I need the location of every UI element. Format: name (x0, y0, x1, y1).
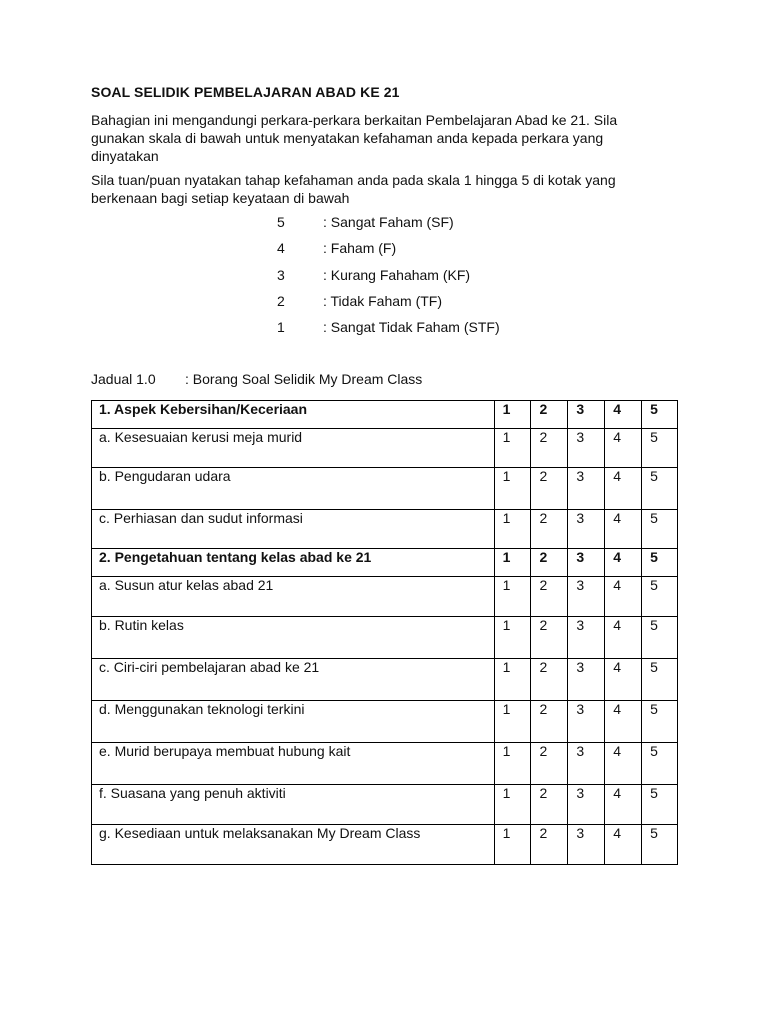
score-option-1[interactable]: 1 (494, 659, 531, 701)
score-option-3[interactable]: 3 (568, 785, 605, 825)
score-option-3[interactable]: 3 (568, 659, 605, 701)
scale-label: : Kurang Fahaham (KF) (323, 267, 471, 283)
score-option-5[interactable]: 5 (642, 659, 678, 701)
score-option-1[interactable]: 1 (494, 429, 531, 468)
table-row (92, 429, 678, 468)
score-header-1: 1 (494, 401, 531, 429)
score-option-4[interactable]: 4 (605, 785, 642, 825)
score-option-1[interactable]: 1 (494, 510, 531, 549)
score-option-5[interactable]: 5 (642, 577, 678, 617)
score-option-1[interactable]: 1 (494, 577, 531, 617)
score-option-2[interactable]: 2 (531, 429, 568, 468)
table-row (92, 510, 678, 549)
scale-value: 3 (277, 267, 285, 283)
table-row (92, 825, 678, 865)
scale-label: : Sangat Tidak Faham (STF) (323, 319, 500, 335)
score-header-1: 1 (494, 549, 531, 577)
score-option-4[interactable]: 4 (605, 468, 642, 510)
score-option-1[interactable]: 1 (494, 743, 531, 785)
score-option-3[interactable]: 3 (568, 825, 605, 865)
score-option-5[interactable]: 5 (642, 429, 678, 468)
score-option-2[interactable]: 2 (531, 701, 568, 743)
survey-item: c. Perhiasan dan sudut informasi (92, 510, 495, 549)
score-option-5[interactable]: 5 (642, 785, 678, 825)
section-header-row (92, 401, 678, 429)
table-caption-label: : Borang Soal Selidik My Dream Class (185, 371, 423, 387)
survey-item: e. Murid berupaya membuat hubung kait (92, 743, 495, 785)
survey-item: c. Ciri-ciri pembelajaran abad ke 21 (92, 659, 495, 701)
survey-item: a. Susun atur kelas abad 21 (92, 577, 495, 617)
score-option-1[interactable]: 1 (494, 617, 531, 659)
score-option-3[interactable]: 3 (568, 468, 605, 510)
score-option-3[interactable]: 3 (568, 701, 605, 743)
score-option-4[interactable]: 4 (605, 743, 642, 785)
score-option-4[interactable]: 4 (605, 701, 642, 743)
score-option-1[interactable]: 1 (494, 468, 531, 510)
scale-value: 1 (277, 319, 285, 335)
score-option-4[interactable]: 4 (605, 659, 642, 701)
scale-value: 2 (277, 293, 285, 309)
score-option-5[interactable]: 5 (642, 510, 678, 549)
score-option-3[interactable]: 3 (568, 577, 605, 617)
scale-value: 4 (277, 240, 285, 256)
score-option-2[interactable]: 2 (531, 468, 568, 510)
table-row (92, 468, 678, 510)
score-option-5[interactable]: 5 (642, 468, 678, 510)
score-header-2: 2 (531, 401, 568, 429)
score-header-4: 4 (605, 549, 642, 577)
score-header-5: 5 (642, 549, 678, 577)
score-header-2: 2 (531, 549, 568, 577)
score-header-5: 5 (642, 401, 678, 429)
section-header-row (92, 549, 678, 577)
score-option-5[interactable]: 5 (642, 743, 678, 785)
table-row (92, 617, 678, 659)
score-option-5[interactable]: 5 (642, 617, 678, 659)
table-row (92, 701, 678, 743)
score-option-5[interactable]: 5 (642, 825, 678, 865)
score-option-2[interactable]: 2 (531, 785, 568, 825)
scale-label: : Sangat Faham (SF) (323, 214, 454, 230)
survey-item: d. Menggunakan teknologi terkini (92, 701, 495, 743)
section-heading: 2. Pengetahuan tentang kelas abad ke 21 (92, 549, 495, 577)
instruction-paragraph: Sila tuan/puan nyatakan tahap kefahaman anda pada skala 1 hingga 5 di kotak yang berkenaan bagi setiap keyataan di bawah (91, 172, 616, 206)
intro-paragraph: Bahagian ini mengandungi perkara-perkara berkaitan Pembelajaran Abad ke 21. Sila gunakan skala di bawah untuk menyatakan kefahaman anda kepada perkara yang dinyatakan (91, 112, 618, 164)
table-caption-number: Jadual 1.0 (91, 371, 156, 387)
score-option-4[interactable]: 4 (605, 825, 642, 865)
score-option-3[interactable]: 3 (568, 617, 605, 659)
score-option-4[interactable]: 4 (605, 510, 642, 549)
score-header-3: 3 (568, 401, 605, 429)
score-option-2[interactable]: 2 (531, 510, 568, 549)
table-row (92, 743, 678, 785)
table-row (92, 659, 678, 701)
score-option-3[interactable]: 3 (568, 743, 605, 785)
score-option-5[interactable]: 5 (642, 701, 678, 743)
survey-item: b. Rutin kelas (92, 617, 495, 659)
survey-item: g. Kesediaan untuk melaksanakan My Dream Class (92, 825, 495, 865)
table-row (92, 577, 678, 617)
score-header-4: 4 (605, 401, 642, 429)
score-option-2[interactable]: 2 (531, 577, 568, 617)
score-option-1[interactable]: 1 (494, 701, 531, 743)
document-title: SOAL SELIDIK PEMBELAJARAN ABAD KE 21 (91, 84, 400, 100)
scale-label: : Tidak Faham (TF) (323, 293, 443, 309)
score-option-4[interactable]: 4 (605, 577, 642, 617)
scale-value: 5 (277, 214, 285, 230)
score-option-4[interactable]: 4 (605, 617, 642, 659)
survey-item: f. Suasana yang penuh aktiviti (92, 785, 495, 825)
table-caption (91, 371, 423, 387)
score-header-3: 3 (568, 549, 605, 577)
survey-table (91, 400, 678, 865)
score-option-1[interactable]: 1 (494, 825, 531, 865)
section-heading: 1. Aspek Kebersihan/Keceriaan (92, 401, 495, 429)
score-option-2[interactable]: 2 (531, 825, 568, 865)
score-option-3[interactable]: 3 (568, 429, 605, 468)
survey-item: a. Kesesuaian kerusi meja murid (92, 429, 495, 468)
scale-label: : Faham (F) (323, 240, 397, 256)
score-option-1[interactable]: 1 (494, 785, 531, 825)
score-option-3[interactable]: 3 (568, 510, 605, 549)
score-option-4[interactable]: 4 (605, 429, 642, 468)
score-option-2[interactable]: 2 (531, 617, 568, 659)
score-option-2[interactable]: 2 (531, 659, 568, 701)
score-option-2[interactable]: 2 (531, 743, 568, 785)
survey-item: b. Pengudaran udara (92, 468, 495, 510)
table-row (92, 785, 678, 825)
